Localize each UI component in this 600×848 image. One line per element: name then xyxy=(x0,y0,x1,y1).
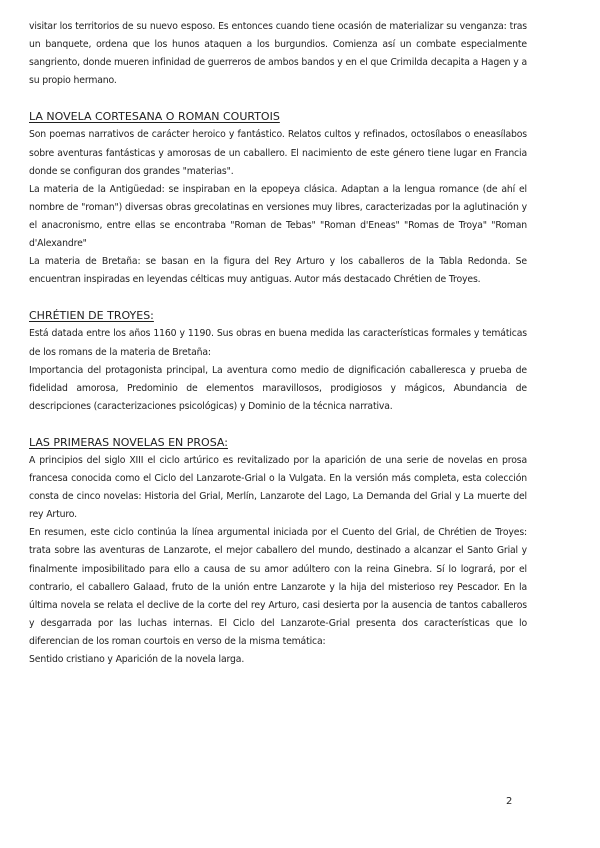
cortesana-paragraph-2: La materia de la Antigüedad: se inspiraban en la epopeya clásica. Adaptan a la lengua romance (de ahí el nombre de "roman") diversas obras grecolatinas en versiones muy libres, caracterizadas por la aglutinación y el anacronismo, entre ellas se encontraba "Roman de Tebas" "Roman d'Eneas" "Romas de Troya" "Roman d'Alexandre" xyxy=(29,183,527,250)
heading-novela-cortesana: LA NOVELA CORTESANA O ROMAN COURTOIS xyxy=(29,110,280,124)
intro-paragraph: visitar los territorios de su nuevo esposo. Es entonces cuando tiene ocasión de materializar su venganza: tras un banquete, ordena que los hunos ataquen a los burgundios. Comienza así un combate especialmente sangriento, donde mueren infinidad de guerreros de ambos bandos y en el que Crimilda decapita a Hagen y a su propio hermano. xyxy=(29,21,527,87)
chretien-paragraph-2: Importancia del protagonista principal, La aventura como medio de dignificación caballeresca y prueba de fidelidad amorosa, Predominio de elementos maravillosos, prodigiosos y mágicos, Abundancia de descripciones (caracterizaciones psicológicas) y Dominio de la técnica narrativa. xyxy=(29,364,527,412)
cortesana-paragraph-3: La materia de Bretaña: se basan en la figura del Rey Arturo y los caballeros de la Tabla Redonda. Se encuentran inspiradas en leyendas célticas muy antiguas. Autor más destacado Chrétien de Troyes. xyxy=(29,256,527,286)
chretien-paragraph-1: Está datada entre los años 1160 y 1190. Sus obras en buena medida las características formales y temáticas de los romans de la materia de Bretaña: xyxy=(29,328,527,358)
spacer xyxy=(29,416,527,434)
document-page xyxy=(29,18,527,669)
spacer xyxy=(29,289,527,307)
prosa-paragraph-1: A principios del siglo XIII el ciclo artúrico es revitalizado por la aparición de una serie de novelas en prosa francesa conocida como el Ciclo del Lanzarote-Grial o la Vulgata. En la versión más completa, esta colección consta de cinco novelas: Historia del Grial, Merlín, Lanzarote del Lago, La Demanda del Grial y La muerte del rey Arturo. xyxy=(29,454,527,521)
heading-primeras-novelas-prosa: LAS PRIMERAS NOVELAS EN PROSA: xyxy=(29,435,228,449)
page-number: 2 xyxy=(506,796,513,807)
prosa-paragraph-3: Sentido cristiano y Aparición de la novela larga. xyxy=(29,654,245,665)
cortesana-paragraph-1: Son poemas narrativos de carácter heroico y fantástico. Relatos cultos y refinados, octosílabos o eneasílabos sobre aventuras fantásticas y amorosas de un caballero. El nacimiento de este género tiene lugar en Francia donde se configuran dos grandes "materias". xyxy=(29,129,527,177)
spacer xyxy=(29,90,527,108)
prosa-paragraph-2: En resumen, este ciclo continúa la línea argumental iniciada por el Cuento del Grial, de Chrétien de Troyes: trata sobre las aventuras de Lanzarote, el mejor caballero del mundo, destinado a alcanzar el Santo Grial y finalmente imposibilitado para ello a causa de su amor adúltero con la reina Ginebra. Sí lo logrará, por el contrario, el caballero Galaad, fruto de la unión entre Lanzarote y la hija del misterioso rey Pescador. En la última novela se relata el declive de la corte del rey Arturo, casi desierta por la ausencia de tantos caballeros y desgarrada por las luchas internas. El Ciclo del Lanzarote-Grial presenta dos características que lo diferencian de los roman courtois en verso de la misma temática: xyxy=(29,527,527,647)
heading-chretien-de-troyes: CHRÉTIEN DE TROYES: xyxy=(29,309,154,323)
